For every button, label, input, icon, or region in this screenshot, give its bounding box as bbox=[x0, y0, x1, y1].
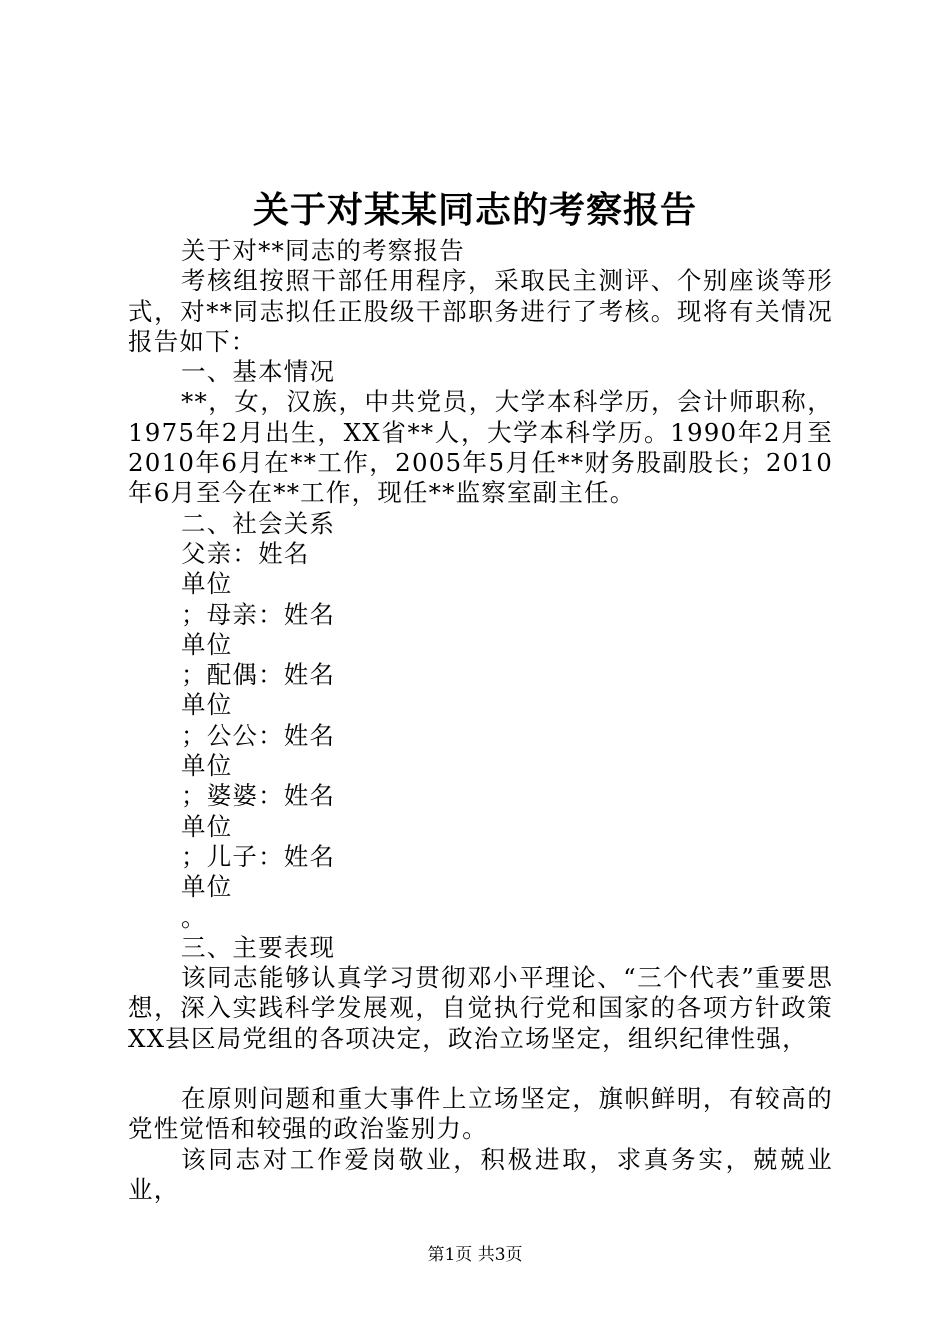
relation-line: 父亲：姓名 bbox=[181, 538, 310, 568]
section-heading-social-relations: 二、社会关系 bbox=[181, 508, 336, 538]
document-body bbox=[128, 236, 833, 1205]
relation-line: ；母亲：姓名 bbox=[181, 599, 336, 629]
relation-line: 单位 bbox=[181, 872, 233, 902]
performance-paragraph-2: 在原则问题和重大事件上立场坚定，旗帜鲜明，有较高的党性觉悟和较强的政治鉴别力。 bbox=[128, 1084, 833, 1144]
section-heading-basic-info: 一、基本情况 bbox=[181, 357, 336, 387]
relation-line: 单位 bbox=[181, 569, 233, 599]
performance-paragraph-3: 该同志对工作爱岗敬业，积极进取，求真务实，兢兢业业， bbox=[128, 1144, 833, 1204]
relation-line: ；儿子：姓名 bbox=[181, 841, 336, 871]
paragraph-gap bbox=[128, 1054, 833, 1084]
relation-line: ；公公：姓名 bbox=[181, 720, 336, 750]
relation-line: 。 bbox=[181, 902, 207, 932]
relation-line: 单位 bbox=[181, 811, 233, 841]
relation-line: 单位 bbox=[181, 751, 233, 781]
intro-paragraph: 考核组按照干部任用程序，采取民主测评、个别座谈等形式，对**同志拟任正股级干部职务进行了考核。现将有关情况报告如下： bbox=[128, 266, 833, 356]
basic-info-paragraph: **，女，汉族，中共党员，大学本科学历，会计师职称，1975年2月出生，XX省**人，大学本科学历。1990年2月至2010年6月在**工作，2005年5月任**财务股副股长；2010年6月至今在**工作，现任**监察室副主任。 bbox=[128, 387, 833, 508]
page-footer: 第1页 共3页 bbox=[427, 1245, 523, 1265]
document-title: 关于对某某同志的考察报告 bbox=[252, 189, 697, 231]
section-heading-performance: 三、主要表现 bbox=[181, 932, 336, 962]
relation-line: ；婆婆：姓名 bbox=[181, 781, 336, 811]
relation-line: 单位 bbox=[181, 629, 233, 659]
relation-line: ；配偶：姓名 bbox=[181, 660, 336, 690]
performance-paragraph-1: 该同志能够认真学习贯彻邓小平理论、“三个代表”重要思想，深入实践科学发展观，自觉执行党和国家的各项方针政策XX县区局党组的各项决定，政治立场坚定，组织纪律性强， bbox=[128, 963, 833, 1053]
document-subtitle: 关于对**同志的考察报告 bbox=[181, 236, 465, 265]
relation-line: 单位 bbox=[181, 690, 233, 720]
